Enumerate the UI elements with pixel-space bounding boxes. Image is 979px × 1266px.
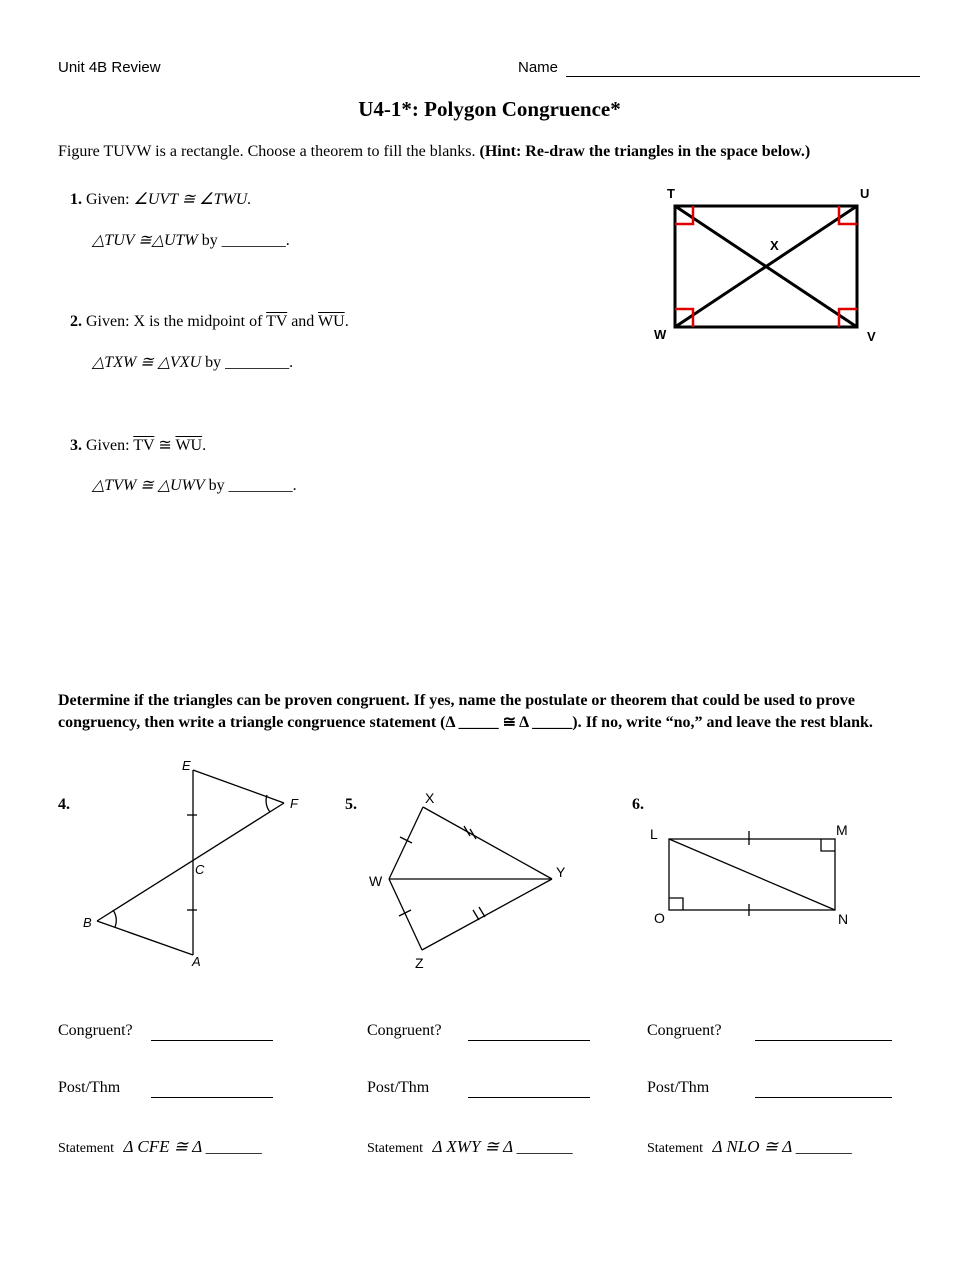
congruent-input-4[interactable]: [151, 1040, 273, 1041]
rectangle-outline: [675, 206, 857, 327]
figure-5: [360, 785, 590, 980]
segment-label: $\overline{TV}$: [266, 313, 288, 330]
instructions: [58, 143, 810, 161]
statement-label: Statement: [647, 1141, 703, 1156]
answer-blank[interactable]: ________.: [228, 477, 297, 494]
problem-2-statement: [92, 352, 293, 372]
label-b: B: [83, 915, 92, 930]
name-label: Name: [518, 59, 559, 76]
and-label: and: [291, 313, 315, 330]
label-l: L: [650, 826, 658, 842]
label-o: O: [654, 910, 665, 926]
problem-number: 3.: [70, 437, 82, 454]
figure-6: [645, 815, 865, 930]
figure-4: [80, 755, 310, 975]
period: .: [202, 437, 207, 454]
congruent-label-4: Congruent?: [58, 1022, 133, 1039]
instructions-main: Figure TUVW is a rectangle. Choose a theorem to fill the blanks.: [58, 143, 476, 160]
figure-6-lines: [669, 831, 835, 916]
label-v: V: [867, 329, 876, 344]
given-label: Given:: [86, 313, 130, 330]
problem-5-number: 5.: [345, 796, 357, 813]
problem-6-number: 6.: [632, 796, 644, 813]
label-t: T: [667, 186, 675, 201]
figure-5-lines: [389, 807, 552, 950]
segment-label: $\overline{WU}$: [175, 437, 203, 454]
label-x: X: [770, 238, 779, 253]
statement-text: Δ XWY ≅ Δ: [432, 1137, 514, 1156]
statement-row-6: [647, 1137, 852, 1157]
given-text: ∠UVT ≅ ∠TWU.: [133, 191, 252, 208]
label-m: M: [836, 822, 848, 838]
statement-blank[interactable]: _______: [516, 1139, 573, 1156]
congruent-input-5[interactable]: [468, 1040, 590, 1041]
label-c: C: [195, 862, 205, 877]
label-u: U: [860, 186, 870, 201]
problem-3-given: [70, 435, 206, 455]
name-input[interactable]: [566, 76, 920, 77]
instructions-hint: (Hint: Re-draw the triangles in the space below.): [479, 143, 811, 160]
statement-text: Δ CFE ≅ Δ: [123, 1137, 203, 1156]
answer-blank[interactable]: ________.: [225, 354, 294, 371]
post-label-4: Post/Thm: [58, 1079, 121, 1096]
statement-label: Statement: [58, 1141, 114, 1156]
problem-3-statement: [92, 475, 297, 495]
figure-4-lines: [97, 770, 284, 955]
part2-instructions: Determine if the triangles can be proven congruent. If yes, name the postulate or theorem that could be used to prove congruency, then write a triangle congruence statement (Δ _____ ≅ Δ _____). If no, write “no,” and leave the rest blank.: [58, 692, 873, 731]
rectangle-tuvw-figure: [640, 180, 900, 350]
label-f: F: [290, 796, 298, 811]
post-input-6[interactable]: [755, 1097, 892, 1098]
congruence-statement: △TUV ≅△UTW: [92, 232, 198, 249]
post-label-5: Post/Thm: [367, 1079, 430, 1096]
problem-number: 2.: [70, 313, 82, 330]
period: .: [344, 313, 349, 330]
problem-1-given: [70, 189, 251, 209]
answer-blank[interactable]: ________.: [221, 232, 290, 249]
segment-label: $\overline{WU}$: [318, 313, 345, 330]
statement-row-4: [58, 1137, 262, 1157]
label-e: E: [182, 758, 191, 773]
congruence-statement: △TVW ≅ △UWV: [92, 477, 205, 494]
statement-row-5: [367, 1137, 573, 1157]
congruent-label-6: Congruent?: [647, 1022, 722, 1039]
given-text: X is the midpoint of: [133, 313, 263, 330]
problem-4-number: 4.: [58, 796, 70, 813]
post-label-6: Post/Thm: [647, 1079, 710, 1096]
segment-label: $\overline{TV}$: [133, 437, 155, 454]
unit-label: Unit 4B Review: [58, 59, 161, 76]
congruent-symbol: ≅: [158, 437, 172, 454]
statement-text: Δ NLO ≅ Δ: [712, 1137, 793, 1156]
congruent-label-5: Congruent?: [367, 1022, 442, 1039]
label-a: A: [192, 954, 201, 969]
post-input-4[interactable]: [151, 1097, 273, 1098]
statement-label: Statement: [367, 1141, 423, 1156]
label-x: X: [425, 790, 435, 806]
label-n: N: [838, 911, 849, 927]
by-label: by: [205, 354, 222, 371]
label-w: W: [654, 327, 667, 342]
post-input-5[interactable]: [468, 1097, 590, 1098]
label-z: Z: [415, 955, 424, 971]
by-label: by: [208, 477, 225, 494]
congruent-input-6[interactable]: [755, 1040, 892, 1041]
page-title: U4-1*: Polygon Congruence*: [358, 97, 621, 121]
given-label: Given:: [86, 437, 130, 454]
problem-2-given: [70, 313, 349, 331]
label-y: Y: [556, 864, 566, 880]
given-label: Given:: [86, 191, 130, 208]
statement-blank[interactable]: _______: [795, 1139, 852, 1156]
congruence-statement: △TXW ≅ △VXU: [92, 354, 202, 371]
problem-1-statement: [92, 230, 290, 250]
label-w: W: [369, 873, 383, 889]
statement-blank[interactable]: _______: [205, 1139, 262, 1156]
by-label: by: [201, 232, 218, 249]
problem-number: 1.: [70, 191, 82, 208]
